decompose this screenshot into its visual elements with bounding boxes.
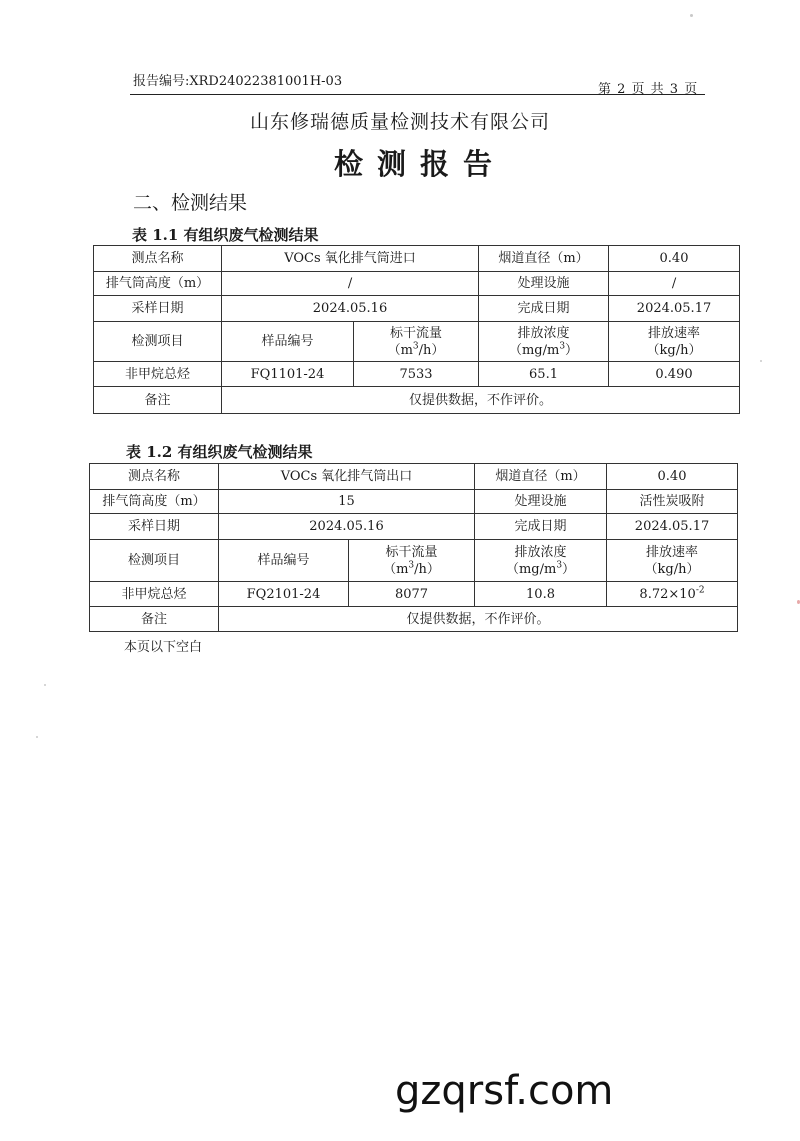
table-row: [94, 362, 740, 387]
remark-value: 仅提供数据，不作评价。: [222, 387, 740, 414]
point-name-label: 测点名称: [94, 246, 222, 272]
remark-label: 备注: [94, 387, 222, 414]
sample-no-value: FQ1101-24: [222, 362, 354, 387]
stack-height-label: 排气筒高度（m）: [90, 490, 219, 514]
table-row: [90, 514, 738, 540]
item-value: 非甲烷总烃: [90, 582, 219, 607]
section-title: 二、检测结果: [133, 192, 248, 214]
sample-no-label: 样品编号: [219, 540, 349, 582]
flow-unit: $(m^3/h)$: [383, 560, 440, 577]
sample-date-label: 采样日期: [94, 296, 222, 322]
sample-date-value: 2024.05.16: [219, 514, 475, 540]
flue-diameter-value: 0.40: [607, 464, 738, 490]
blank-below-note: 本页以下空白: [124, 640, 203, 655]
flue-diameter-value: 0.40: [609, 246, 740, 272]
flow-value: 7533: [354, 362, 479, 387]
concentration-unit: $(mg/m^3)$: [508, 341, 579, 358]
sample-date-label: 采样日期: [90, 514, 219, 540]
results-table-2: [89, 463, 738, 632]
table-row: [90, 582, 738, 607]
page-info: 第 2 页 共 3 页: [598, 82, 699, 97]
treatment-value: 活性炭吸附: [607, 490, 738, 514]
header-rule: [130, 94, 705, 95]
remark-label: 备注: [90, 607, 219, 632]
sample-no-label: 样品编号: [222, 322, 354, 362]
table-row: [94, 272, 740, 296]
rate-unit: （kg/h）: [646, 342, 702, 358]
rate-header: [609, 322, 740, 362]
rate-label: 排放速率: [648, 325, 701, 341]
table-row: [94, 387, 740, 414]
point-name-value: VOCs 氧化排气筒出口: [219, 464, 475, 490]
report-number: 报告编号:XRD24022381001H-03: [133, 74, 343, 89]
concentration-label: 排放浓度: [517, 325, 570, 341]
document-title: 检测报告: [333, 147, 506, 181]
table-row: [94, 322, 740, 362]
flow-label: 标干流量: [385, 544, 438, 560]
rate-value: $8.72\times 10^{-2}$: [607, 582, 738, 607]
flow-header: [349, 540, 475, 582]
concentration-value: 65.1: [479, 362, 609, 387]
results-table-1: [93, 245, 740, 414]
sample-date-value: 2024.05.16: [222, 296, 479, 322]
table-row: [90, 540, 738, 582]
point-name-value: VOCs 氧化排气筒进口: [222, 246, 479, 272]
company-name: 山东修瑞德质量检测技术有限公司: [249, 111, 550, 133]
concentration-value: 10.8: [475, 582, 607, 607]
point-name-label: 测点名称: [90, 464, 219, 490]
table-1-caption: 表 1.1 有组织废气检测结果: [132, 226, 319, 244]
table-row: [90, 607, 738, 632]
table-row: [90, 490, 738, 514]
flow-unit: $(m^3/h)$: [387, 341, 445, 358]
flow-header: [354, 322, 479, 362]
site-watermark: gzqrsf.com: [395, 1068, 614, 1114]
flue-diameter-label: 烟道直径（m）: [475, 464, 607, 490]
finish-date-value: 2024.05.17: [609, 296, 740, 322]
concentration-header: [475, 540, 607, 582]
rate-unit: （kg/h）: [644, 561, 700, 577]
remark-value: 仅提供数据，不作评价。: [219, 607, 738, 632]
table-row: [90, 464, 738, 490]
rate-value: 0.490: [609, 362, 740, 387]
flue-diameter-label: 烟道直径（m）: [479, 246, 609, 272]
treatment-label: 处理设施: [475, 490, 607, 514]
flow-label: 标干流量: [390, 325, 443, 341]
finish-date-label: 完成日期: [475, 514, 607, 540]
table-2-caption: 表 1.2 有组织废气检测结果: [126, 443, 313, 461]
treatment-value: /: [609, 272, 740, 296]
stack-height-value: 15: [219, 490, 475, 514]
rate-label: 排放速率: [646, 544, 699, 560]
table-row: [94, 246, 740, 272]
item-label: 检测项目: [94, 322, 222, 362]
item-label: 检测项目: [90, 540, 219, 582]
concentration-unit: $(mg/m^3)$: [505, 560, 576, 577]
flow-value: 8077: [349, 582, 475, 607]
concentration-label: 排放浓度: [514, 544, 567, 560]
rate-header: [607, 540, 738, 582]
concentration-header: [479, 322, 609, 362]
table-row: [94, 296, 740, 322]
sample-no-value: FQ2101-24: [219, 582, 349, 607]
stack-height-value: /: [222, 272, 479, 296]
finish-date-value: 2024.05.17: [607, 514, 738, 540]
finish-date-label: 完成日期: [479, 296, 609, 322]
stack-height-label: 排气筒高度（m）: [94, 272, 222, 296]
item-value: 非甲烷总烃: [94, 362, 222, 387]
treatment-label: 处理设施: [479, 272, 609, 296]
